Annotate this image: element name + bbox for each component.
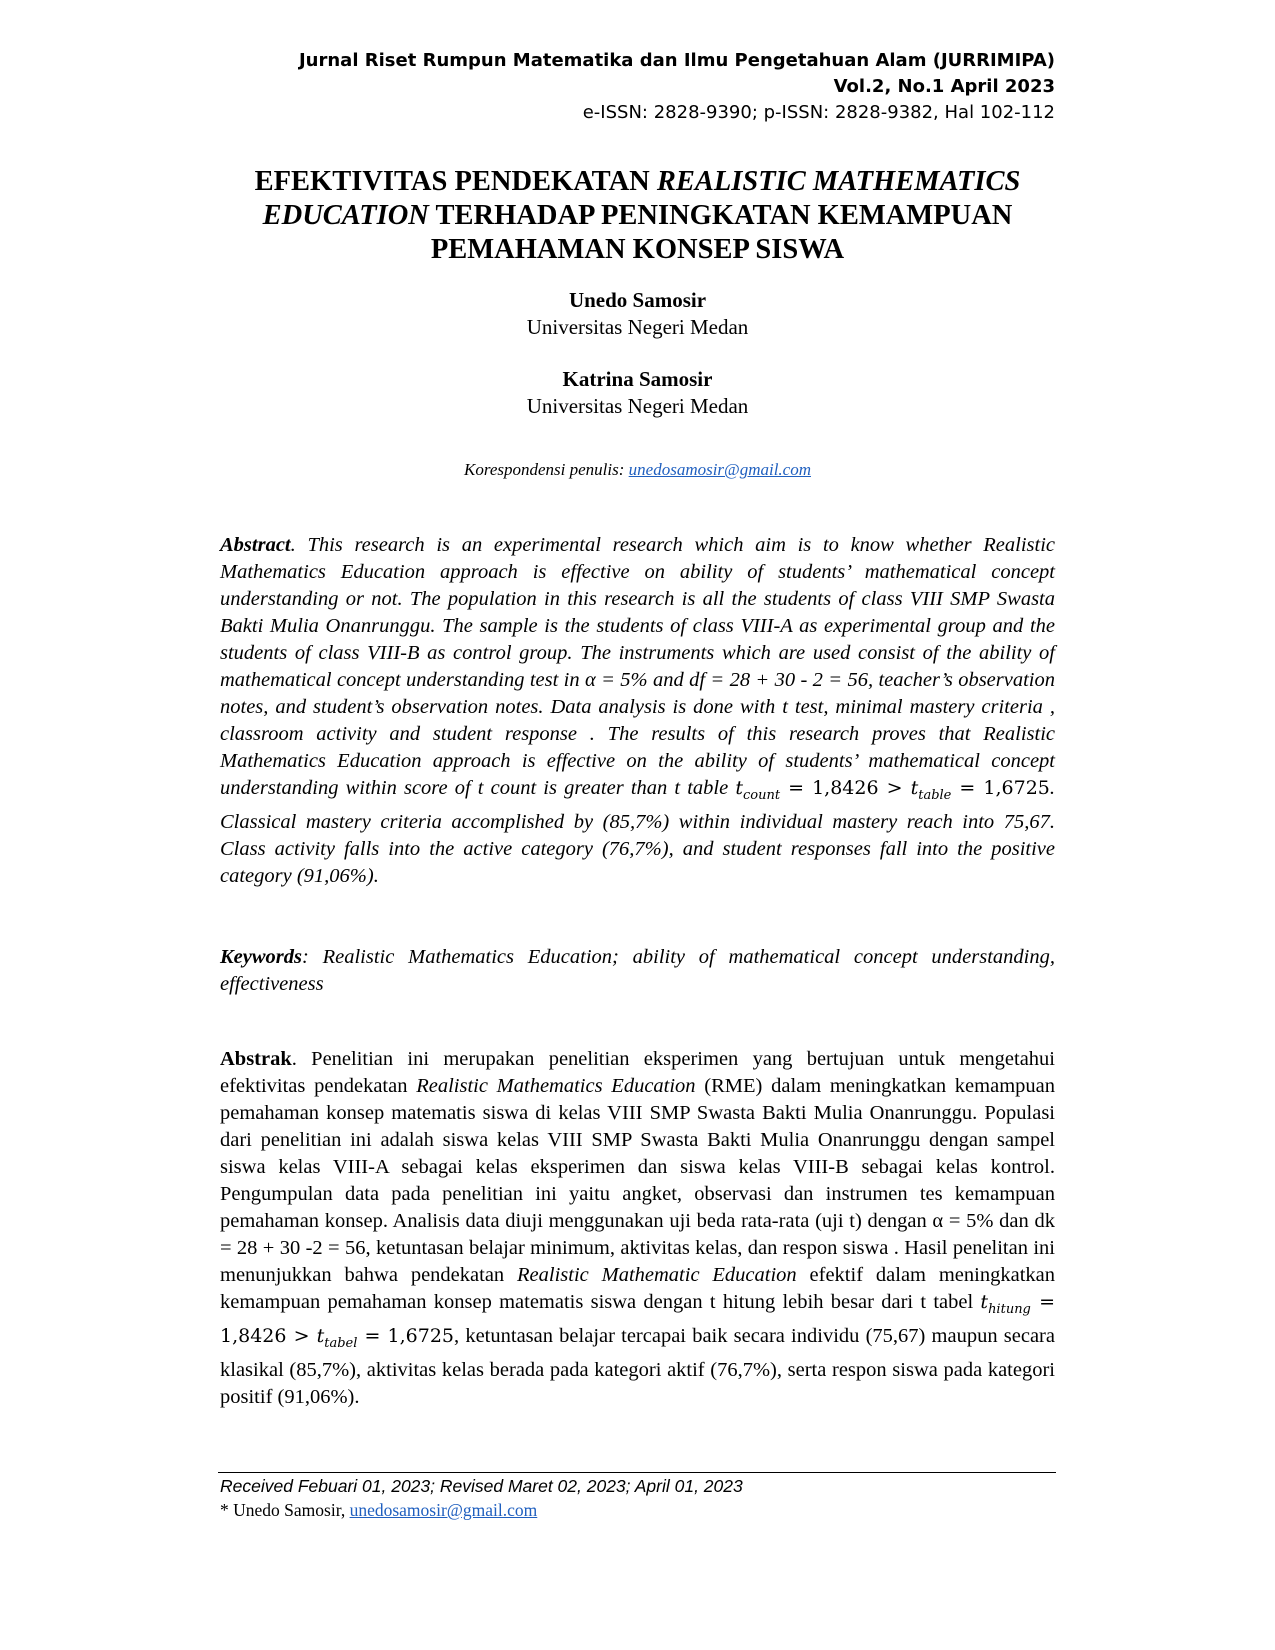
keywords-text: : Realistic Mathematics Education; ability of mathematical concept understanding, effectiveness: [220, 946, 1055, 995]
abstrak-italic-rme-2: Realistic Mathematic Education: [517, 1264, 797, 1286]
paper-title: [220, 165, 1055, 267]
abstract-english: [220, 532, 1055, 890]
abstrak-label: Abstrak: [220, 1048, 292, 1070]
math-var: t: [910, 777, 919, 799]
math-rest: = 1,8426 >: [780, 777, 911, 799]
math-var: t: [735, 777, 743, 799]
abstract-label: Abstract: [220, 534, 291, 556]
math-sub: count: [743, 787, 781, 803]
abstract-indonesian: [220, 1046, 1055, 1411]
title-part1: EFEKTIVITAS PENDEKATAN: [254, 166, 657, 197]
author-1: [220, 287, 1055, 341]
math-var: t: [316, 1324, 325, 1347]
math-rest: = 1,6725: [951, 777, 1050, 799]
abstrak-italic-rme: Realistic Mathematics Education: [416, 1075, 696, 1097]
correspondence-label: Korespondensi penulis:: [464, 460, 629, 479]
keywords-label: Keywords: [220, 946, 302, 968]
math-t-table: [910, 777, 1050, 803]
keywords: [220, 944, 1055, 998]
title-part3: TERHADAP PENINGKATAN KEMAMPUAN PEMAHAMAN KONSEP SISWA: [428, 200, 1013, 265]
math-t-count: [735, 777, 911, 803]
journal-volume: Vol.2, No.1 April 2023: [833, 76, 1055, 97]
correspondence-email-link[interactable]: unedosamosir@gmail.com: [628, 460, 811, 479]
footnote-prefix: * Unedo Samosir,: [220, 1500, 350, 1520]
math-rest: = 1,6725: [357, 1324, 455, 1347]
math-sub: table: [918, 787, 952, 803]
title-part2: REALISTIC MATHEMATICS EDUCATION: [262, 166, 1021, 231]
math-t-tabel: [316, 1324, 455, 1351]
abstrak-text-3: efektif dalam meningkatkan kemampuan pemahaman konsep matematis siswa dengan t hitung lebih besar dari t tabel: [220, 1264, 1055, 1313]
author-name: Unedo Samosir: [568, 288, 707, 312]
author-affiliation: Universitas Negeri Medan: [526, 394, 749, 418]
footnote-divider: [218, 1472, 1056, 1473]
math-rest: = 1,8426 >: [220, 1291, 1055, 1347]
corresponding-author-footnote: [220, 1500, 537, 1521]
footnote-email-link[interactable]: unedosamosir@gmail.com: [349, 1500, 538, 1520]
correspondence: [220, 460, 1055, 480]
author-name: Katrina Samosir: [562, 367, 713, 391]
journal-name: Jurnal Riset Rumpun Matematika dan Ilmu Pengetahuan Alam (JURRIMIPA): [298, 50, 1055, 71]
math-sub: hitung: [988, 1301, 1031, 1317]
author-affiliation: Universitas Negeri Medan: [526, 315, 749, 339]
author-2: [220, 366, 1055, 420]
abstrak-text: . Penelitian ini merupakan penelitian eksperimen yang bertujuan untuk mengetahui efektivitas pendekatan: [220, 1048, 1055, 1097]
abstrak-text-2: (RME) dalam meningkatkan kemampuan pemahaman konsep matematis siswa di kelas VIII SMP Swasta Bakti Mulia Onanrunggu. Populasi dari penelitian ini adalah siswa kelas VIII SMP Swasta Bakti Mulia Onanrunggu dengan sampel siswa kelas VIII-A sebagai kelas eksperimen dan siswa kelas VIII-B sebagai kelas kontrol. Pengumpulan data pada penelitian ini yaitu angket, observasi dan instrumen tes kemampuan pemahaman konsep. Analisis data diuji menggunakan uji beda rata-rata (uji t) dengan α = 5% dan dk = 28 + 30 -2 = 56, ketuntasan belajar minimum, aktivitas kelas, dan respon siswa . Hasil penelitan ini menunjukkan bahwa pendekatan: [220, 1075, 1055, 1286]
abstract-text-cont: . Classical mastery criteria accomplished by (85,7%) within individual mastery reach into 75,67. Class activity falls into the active category (76,7%), and student responses fall into the positive category (91,06%).: [220, 777, 1055, 887]
received-dates: Received Febuari 01, 2023; Revised Maret 02, 2023; April 01, 2023: [220, 1476, 743, 1496]
math-var: t: [980, 1291, 989, 1313]
abstrak-text-4: , ketuntasan belajar tercapai baik secara individu (75,67) maupun secara klasikal (85,7%), aktivitas kelas berada pada kategori aktif (76,7%), serta respon siswa pada kategori positif (91,06%).: [220, 1324, 1055, 1408]
abstract-text: . This research is an experimental research which aim is to know whether Realistic Mathematics Education approach is effective on ability of students’ mathematical concept understanding or not. The population in this research is all the students of class VIII SMP Swasta Bakti Mulia Onanrunggu. The sample is the students of class VIII-A as experimental group and the students of class VIII-B as control group. The instruments which are used consist of the ability of mathematical concept understanding test in α = 5% and df = 28 + 30 - 2 = 56, teacher’s observation notes, and student’s observation notes. Data analysis is done with t test, minimal mastery criteria , classroom activity and student response . The results of this research proves that Realistic Mathematics Education approach is effective on the ability of students’ mathematical concept understanding within score of t count is greater than t table: [220, 534, 1055, 799]
journal-issn: e-ISSN: 2828-9390; p-ISSN: 2828-9382, Hal 102-112: [582, 102, 1055, 123]
math-sub: tabel: [324, 1335, 358, 1351]
journal-header: [299, 48, 1055, 126]
